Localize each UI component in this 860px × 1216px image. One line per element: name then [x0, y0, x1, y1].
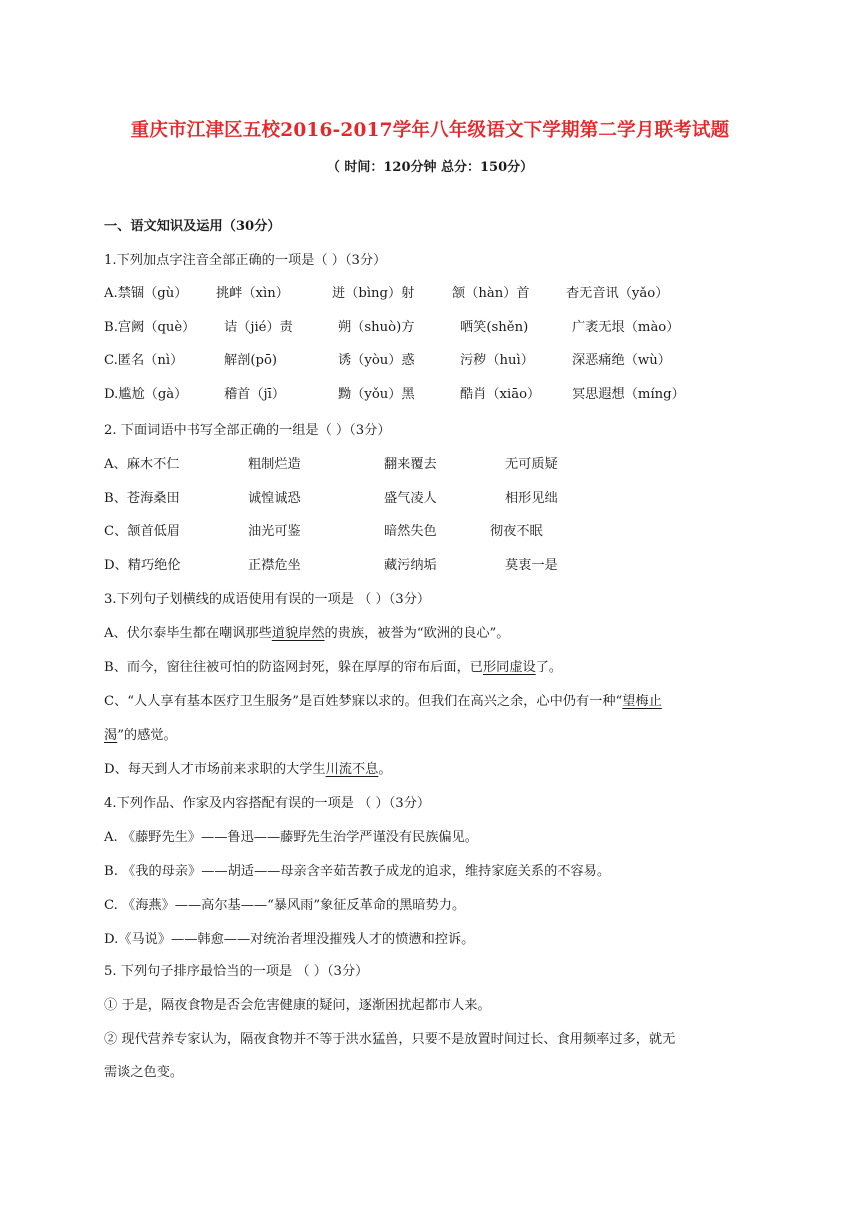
q2-option-a-4: 无可质疑 — [505, 457, 558, 472]
q2-option-a-2: 粗制烂造 — [248, 457, 301, 472]
q2-option-c-1: C、颔首低眉 — [104, 524, 181, 539]
question-3-stem: 3.下列句子划横线的成语使用有误的一项是 （ ）（3分） — [104, 592, 431, 607]
q1-option-b-4: 哂笑(shěn) — [460, 320, 529, 335]
q3-option-a-text-end: 的贵族，被誉为“欧洲的良心”。 — [324, 626, 510, 641]
q1-option-b-2: 诘（jié）责 — [224, 320, 293, 335]
exam-info: （ 时间：120分钟 总分：150分） — [326, 160, 534, 175]
q2-option-d-4: 莫衷一是 — [505, 558, 558, 573]
q1-option-a-1: A.禁锢（gù） — [104, 286, 188, 301]
q2-option-a-3: 翻来覆去 — [384, 457, 437, 472]
q4-option-d: D.《马说》——韩愈——对统治者埋没摧残人才的愤懑和控诉。 — [104, 932, 475, 947]
q2-option-b-4: 相形见绌 — [505, 491, 558, 506]
q5-sentence-2-continued: 需谈之色变。 — [104, 1065, 184, 1080]
q1-option-d-5: 冥思遐想（míng） — [572, 387, 685, 402]
q2-option-b-1: B、苍海桑田 — [104, 491, 180, 506]
section-heading: 一、语文知识及运用（30分） — [104, 219, 281, 234]
q3-option-c-continued — [104, 727, 177, 745]
q3-option-a-idiom: 道貌岸然 — [271, 626, 325, 641]
q1-option-a-4: 颔（hàn）首 — [452, 286, 530, 301]
q5-sentence-2: ② 现代营养专家认为，隔夜食物并不等于洪水猛兽，只要不是放置时间过长、食用频率过多，就无 — [104, 1032, 676, 1047]
q1-option-b-3: 朔（shuò)方 — [338, 320, 415, 335]
q5-sentence-1: ① 于是，隔夜食物是否会危害健康的疑问，逐渐困扰起都市人来。 — [104, 998, 491, 1013]
q3-option-b-text-end: 了。 — [535, 660, 563, 675]
q1-option-c-4: 污秽（huì） — [460, 353, 534, 368]
question-5-stem: 5. 下列句子排序最恰当的一项是 （ ）（3分） — [104, 964, 369, 979]
q3-option-c-text-end: ”的感觉。 — [117, 728, 177, 743]
q2-option-c-4: 彻夜不眠 — [490, 524, 543, 539]
q1-option-c-5: 深恶痛绝（wù） — [572, 353, 671, 368]
q4-option-c: C. 《海燕》——高尔基——“暴风雨”象征反革命的黑暗势力。 — [104, 898, 466, 913]
q3-option-d — [104, 761, 392, 779]
q3-option-a-text: A、伏尔泰毕生都在嘲讽那些 — [104, 626, 272, 641]
q3-option-c-idiom: 望梅止 — [622, 694, 662, 709]
q1-option-c-2: 解剖(pō) — [224, 353, 278, 368]
q1-option-d-1: D.尴尬（gà） — [104, 387, 188, 402]
q2-option-b-2: 诚惶诚恐 — [248, 491, 301, 506]
question-2-stem: 2. 下面词语中书写全部正确的一组是（ ）（3分） — [104, 423, 391, 438]
q2-option-a-1: A、麻木不仁 — [104, 457, 180, 472]
q3-option-c-text: C、“人人享有基本医疗卫生服务”是百姓梦寐以求的。但我们在高兴之余，心中仍有一种“ — [104, 694, 623, 709]
q3-option-d-text-end: 。 — [378, 762, 392, 777]
document-title: 重庆市江津区五校2016-2017学年八年级语文下学期第二学月联考试题 — [130, 120, 730, 141]
q1-option-c-1: C.匿名（nì） — [104, 353, 184, 368]
q3-option-b-text: B、而今，窗往往被可怕的防盗网封死，躲在厚厚的帘布后面，已 — [104, 660, 483, 675]
q1-option-a-5: 杳无音讯（yǎo） — [566, 286, 669, 301]
q1-option-b-5: 广袤无垠（mào） — [572, 320, 680, 335]
q4-option-b: B. 《我的母亲》——胡适——母亲含辛茹苦教子成龙的追求，维持家庭关系的不容易。 — [104, 864, 611, 879]
q2-option-c-3: 暗然失色 — [384, 524, 437, 539]
q3-option-a — [104, 625, 509, 643]
q1-option-d-4: 酷肖（xiāo） — [460, 387, 541, 402]
q1-option-d-2: 稽首（jī） — [224, 387, 286, 402]
q1-option-c-3: 诱（yòu）惑 — [338, 353, 415, 368]
q1-option-b-1: B.宫阙（què） — [104, 320, 196, 335]
q1-option-d-3: 黝（yǒu）黑 — [338, 387, 415, 402]
q2-option-d-2: 正襟危坐 — [248, 558, 301, 573]
q2-option-d-1: D、精巧绝伦 — [104, 558, 181, 573]
q3-option-c — [104, 693, 662, 711]
q2-option-d-3: 藏污纳垢 — [384, 558, 437, 573]
q3-option-b-idiom: 形同虚设 — [482, 660, 536, 675]
q3-option-d-text: D、每天到人才市场前来求职的大学生 — [104, 762, 326, 777]
question-1-stem: 1.下列加点字注音全部正确的一项是（ ）（3分） — [104, 253, 387, 268]
q3-option-b — [104, 659, 562, 677]
q1-option-a-2: 挑衅（xìn） — [216, 286, 289, 301]
q3-option-c-idiom-end: 渴 — [104, 728, 118, 743]
q2-option-b-3: 盛气凌人 — [384, 491, 437, 506]
question-4-stem: 4.下列作品、作家及内容搭配有误的一项是 （ ）（3分） — [104, 796, 431, 811]
q1-option-a-3: 迸（bìng）射 — [332, 286, 415, 301]
q3-option-d-idiom: 川流不息 — [325, 762, 379, 777]
q4-option-a: A. 《藤野先生》——鲁迅——藤野先生治学严谨没有民族偏见。 — [104, 830, 478, 845]
q2-option-c-2: 油光可鉴 — [248, 524, 301, 539]
